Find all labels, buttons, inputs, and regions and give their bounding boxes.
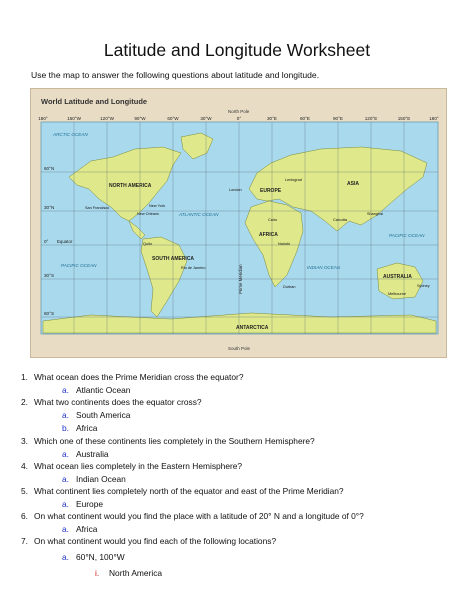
answer-5a: a. Europe xyxy=(62,499,104,509)
lat-label: 30°N xyxy=(44,205,55,210)
city-label: Sydney xyxy=(417,284,430,288)
lon-label: 180° xyxy=(429,116,439,121)
south-pole-label: South Pole xyxy=(228,346,251,351)
question-1: 1. What ocean does the Prime Meridian cross the equator? xyxy=(21,372,244,382)
city-label: Nairobi xyxy=(278,242,291,246)
lon-label: 180° xyxy=(38,116,48,121)
ocean-label: PACIFIC OCEAN xyxy=(61,263,97,268)
ocean-label: ARCTIC OCEAN xyxy=(53,132,88,137)
lon-label: 0° xyxy=(236,116,242,121)
lon-label: 30°W xyxy=(200,116,212,121)
lon-label: 60°E xyxy=(299,116,311,121)
map-title: World Latitude and Longitude xyxy=(41,97,148,106)
worksheet-title: Latitude and Longitude Worksheet xyxy=(103,40,371,60)
question-5: 5. What continent lies completely north of the equator and east of the Prime Meridian? xyxy=(21,486,344,496)
question-2: 2. What two continents does the equator cross? xyxy=(21,397,202,407)
city-label: Shanghai xyxy=(367,212,384,216)
continent-label: ANTARCTICA xyxy=(236,325,269,331)
answer-2a: a. South America xyxy=(62,410,131,420)
prime-meridian-label: Prime Meridian xyxy=(238,264,243,294)
question-4: 4. What ocean lies completely in the Eastern Hemisphere? xyxy=(21,461,243,471)
continent-label: NORTH AMERICA xyxy=(109,183,152,189)
instructions: Use the map to answer the following questions about latitude and longitude. xyxy=(31,70,320,80)
city-label: Quito xyxy=(143,242,153,246)
answer-6a: a. Africa xyxy=(62,524,98,534)
city-label: San Francisco xyxy=(85,206,110,210)
city-label: Durban xyxy=(283,285,296,289)
continent-label: AUSTRALIA xyxy=(383,274,412,280)
lon-label: 120°E xyxy=(364,116,378,121)
answer-2b: b. Africa xyxy=(62,423,98,433)
city-label: Leningrad xyxy=(285,178,302,182)
city-label: New Orleans xyxy=(137,212,159,216)
lon-label: 60°W xyxy=(167,116,179,121)
answer-3a: a. Australia xyxy=(62,449,109,459)
lon-label: 120°W xyxy=(100,116,114,121)
city-label: Melbourne xyxy=(388,292,406,296)
continent-label: AFRICA xyxy=(259,232,278,238)
answer-4a: a. Indian Ocean xyxy=(62,474,126,484)
lat-label: 60°N xyxy=(44,166,55,171)
lon-label: 150°E xyxy=(397,116,411,121)
answer-7a: a. 60°N, 100°W xyxy=(62,552,125,562)
lon-label: 150°W xyxy=(67,116,81,121)
continent-label: EUROPE xyxy=(260,188,282,194)
lon-label: 30°E xyxy=(266,116,278,121)
question-6: 6. On what continent would you find the place with a latitude of 20° N and a longitude of 0°? xyxy=(21,511,364,521)
answer-1a: a. Atlantic Ocean xyxy=(62,385,131,395)
ocean-label: ATLANTIC OCEAN xyxy=(179,212,219,217)
city-label: Cairo xyxy=(268,218,278,222)
ocean-label: PACIFIC OCEAN xyxy=(389,233,425,238)
ocean-label: INDIAN OCEAN xyxy=(307,265,341,270)
city-label: Calcutta xyxy=(333,218,347,222)
north-pole-label: North Pole xyxy=(228,109,250,114)
lat-label: 60°S xyxy=(44,311,55,316)
answer-7a-i: i. North America xyxy=(95,568,163,578)
equator-label: Equator xyxy=(57,239,73,244)
lon-label: 90°W xyxy=(134,116,146,121)
continent-label: SOUTH AMERICA xyxy=(152,256,195,262)
question-7: 7. On what continent would you find each of the following locations? xyxy=(21,536,277,546)
lat-label: 30°S xyxy=(44,273,55,278)
continent-label: ASIA xyxy=(347,181,359,187)
question-3: 3. Which one of these continents lies completely in the Southern Hemisphere? xyxy=(21,436,315,446)
city-label: Rio de Janeiro xyxy=(181,266,206,270)
city-label: New York xyxy=(149,204,166,208)
lat-label: 0° xyxy=(44,239,49,244)
lon-label: 90°E xyxy=(332,116,344,121)
city-label: London xyxy=(229,188,242,192)
